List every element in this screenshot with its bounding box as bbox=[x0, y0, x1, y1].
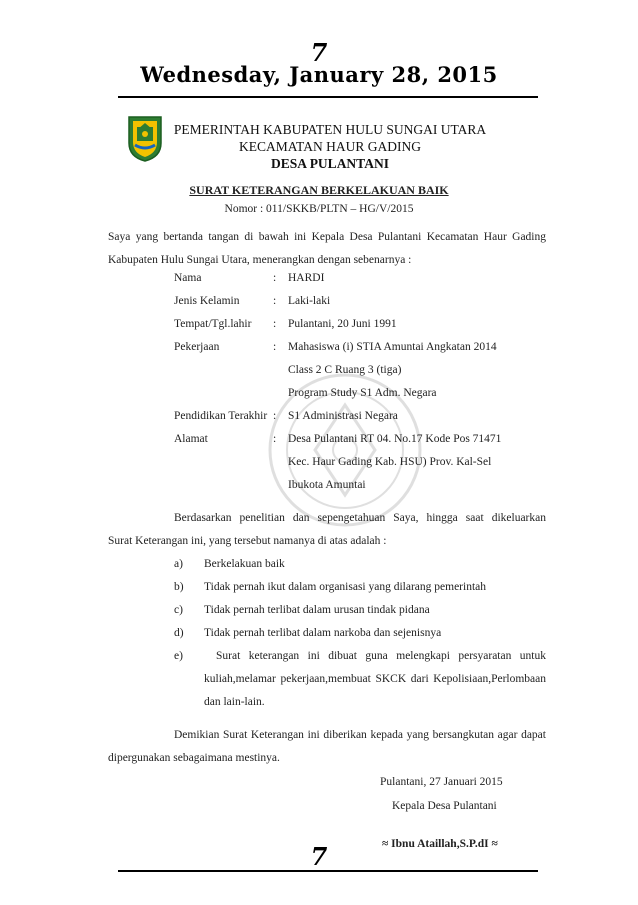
list-item: Berkelakuan baik bbox=[204, 558, 285, 570]
field-label-education: Pendidikan Terakhir bbox=[174, 410, 268, 422]
field-value-education: S1 Administrasi Negara bbox=[288, 410, 398, 422]
field-colon: : bbox=[273, 410, 277, 422]
letterhead-district: KECAMATAN HAUR GADING bbox=[239, 139, 421, 154]
signature-name: ≈ Ibnu Ataillah,S.P.dI ≈ bbox=[382, 838, 498, 850]
field-colon: : bbox=[273, 318, 277, 330]
page-number-top: 7 bbox=[310, 38, 328, 67]
letterhead-village: DESA PULANTANI bbox=[271, 156, 389, 171]
field-label-name: Nama bbox=[174, 272, 202, 284]
regency-crest-logo bbox=[125, 113, 165, 163]
field-colon: : bbox=[273, 295, 277, 307]
body-paragraph-line-1: Berdasarkan penelitian dan sepengetahuan Saya, hingga saat dikeluarkan bbox=[174, 512, 546, 524]
field-value-gender: Laki-laki bbox=[288, 295, 331, 307]
document-number: Nomor : 011/SKKB/PLTN – HG/V/2015 bbox=[224, 203, 414, 215]
intro-line-1: Saya yang bertanda tangan di bawah ini Kepala Desa Pulantani Kecamatan Haur Gading bbox=[108, 231, 546, 243]
document-title: SURAT KETERANGAN BERKELAKUAN BAIK bbox=[189, 183, 449, 197]
field-value-occupation-line-3: Program Study S1 Adm. Negara bbox=[288, 387, 437, 399]
signature-place-date: Pulantani, 27 Januari 2015 bbox=[380, 776, 503, 788]
field-colon: : bbox=[273, 341, 277, 353]
page-date-header: Wednesday, January 28, 2015 bbox=[140, 62, 498, 87]
list-item-letter: e) bbox=[174, 650, 183, 662]
field-colon: : bbox=[273, 272, 277, 284]
intro-line-2: Kabupaten Hulu Sungai Utara, menerangkan dengan sebenarnya : bbox=[108, 254, 412, 266]
body-paragraph-line-2: Surat Keterangan ini, yang tersebut namanya di atas adalah : bbox=[108, 535, 387, 547]
list-item-letter: c) bbox=[174, 604, 183, 616]
field-value-address-line-3: Ibukota Amuntai bbox=[288, 479, 366, 491]
signature-position: Kepala Desa Pulantani bbox=[392, 800, 497, 812]
list-item: Tidak pernah ikut dalam organisasi yang dilarang pemerintah bbox=[204, 581, 487, 593]
field-label-address: Alamat bbox=[174, 433, 208, 445]
list-item-letter: d) bbox=[174, 627, 184, 639]
field-value-occupation: Mahasiswa (i) STIA Amuntai Angkatan 2014 bbox=[288, 341, 497, 353]
list-item-letter: a) bbox=[174, 558, 183, 570]
field-value-address-line-2: Kec. Haur Gading Kab. HSU) Prov. Kal-Sel bbox=[288, 456, 492, 468]
letterhead-government: PEMERINTAH KABUPATEN HULU SUNGAI UTARA bbox=[173, 122, 487, 137]
list-item: Tidak pernah terlibat dalam urusan tindak pidana bbox=[204, 604, 430, 616]
field-value-name: HARDI bbox=[288, 272, 325, 284]
list-item: Tidak pernah terlibat dalam narkoba dan sejenisnya bbox=[204, 627, 442, 639]
field-colon: : bbox=[273, 433, 277, 445]
list-item-e-line-3: dan lain-lain. bbox=[204, 696, 265, 708]
field-label-gender: Jenis Kelamin bbox=[174, 295, 240, 307]
field-value-occupation-line-2: Class 2 C Ruang 3 (tiga) bbox=[288, 364, 402, 376]
field-value-address: Desa Pulantani RT 04. No.17 Kode Pos 71471 bbox=[288, 433, 502, 445]
closing-line-1: Demikian Surat Keterangan ini diberikan kepada yang bersangkutan agar dapat bbox=[174, 729, 546, 741]
header-divider bbox=[118, 96, 538, 98]
list-item-e-line-1: Surat keterangan ini dibuat guna melengkapi persyaratan untuk bbox=[216, 650, 546, 662]
field-value-birth: Pulantani, 20 Juni 1991 bbox=[288, 318, 397, 330]
footer-divider bbox=[118, 870, 538, 872]
field-label-occupation: Pekerjaan bbox=[174, 341, 220, 353]
closing-line-2: dipergunakan sebagaimana mestinya. bbox=[108, 752, 280, 764]
list-item-e-line-2: kuliah,melamar pekerjaan,membuat SKCK dari Kepolisiaan,Perlombaan bbox=[204, 673, 546, 685]
page-number-bottom: 7 bbox=[310, 842, 328, 871]
field-label-birth: Tempat/Tgl.lahir bbox=[174, 318, 252, 330]
list-item-letter: b) bbox=[174, 581, 184, 593]
